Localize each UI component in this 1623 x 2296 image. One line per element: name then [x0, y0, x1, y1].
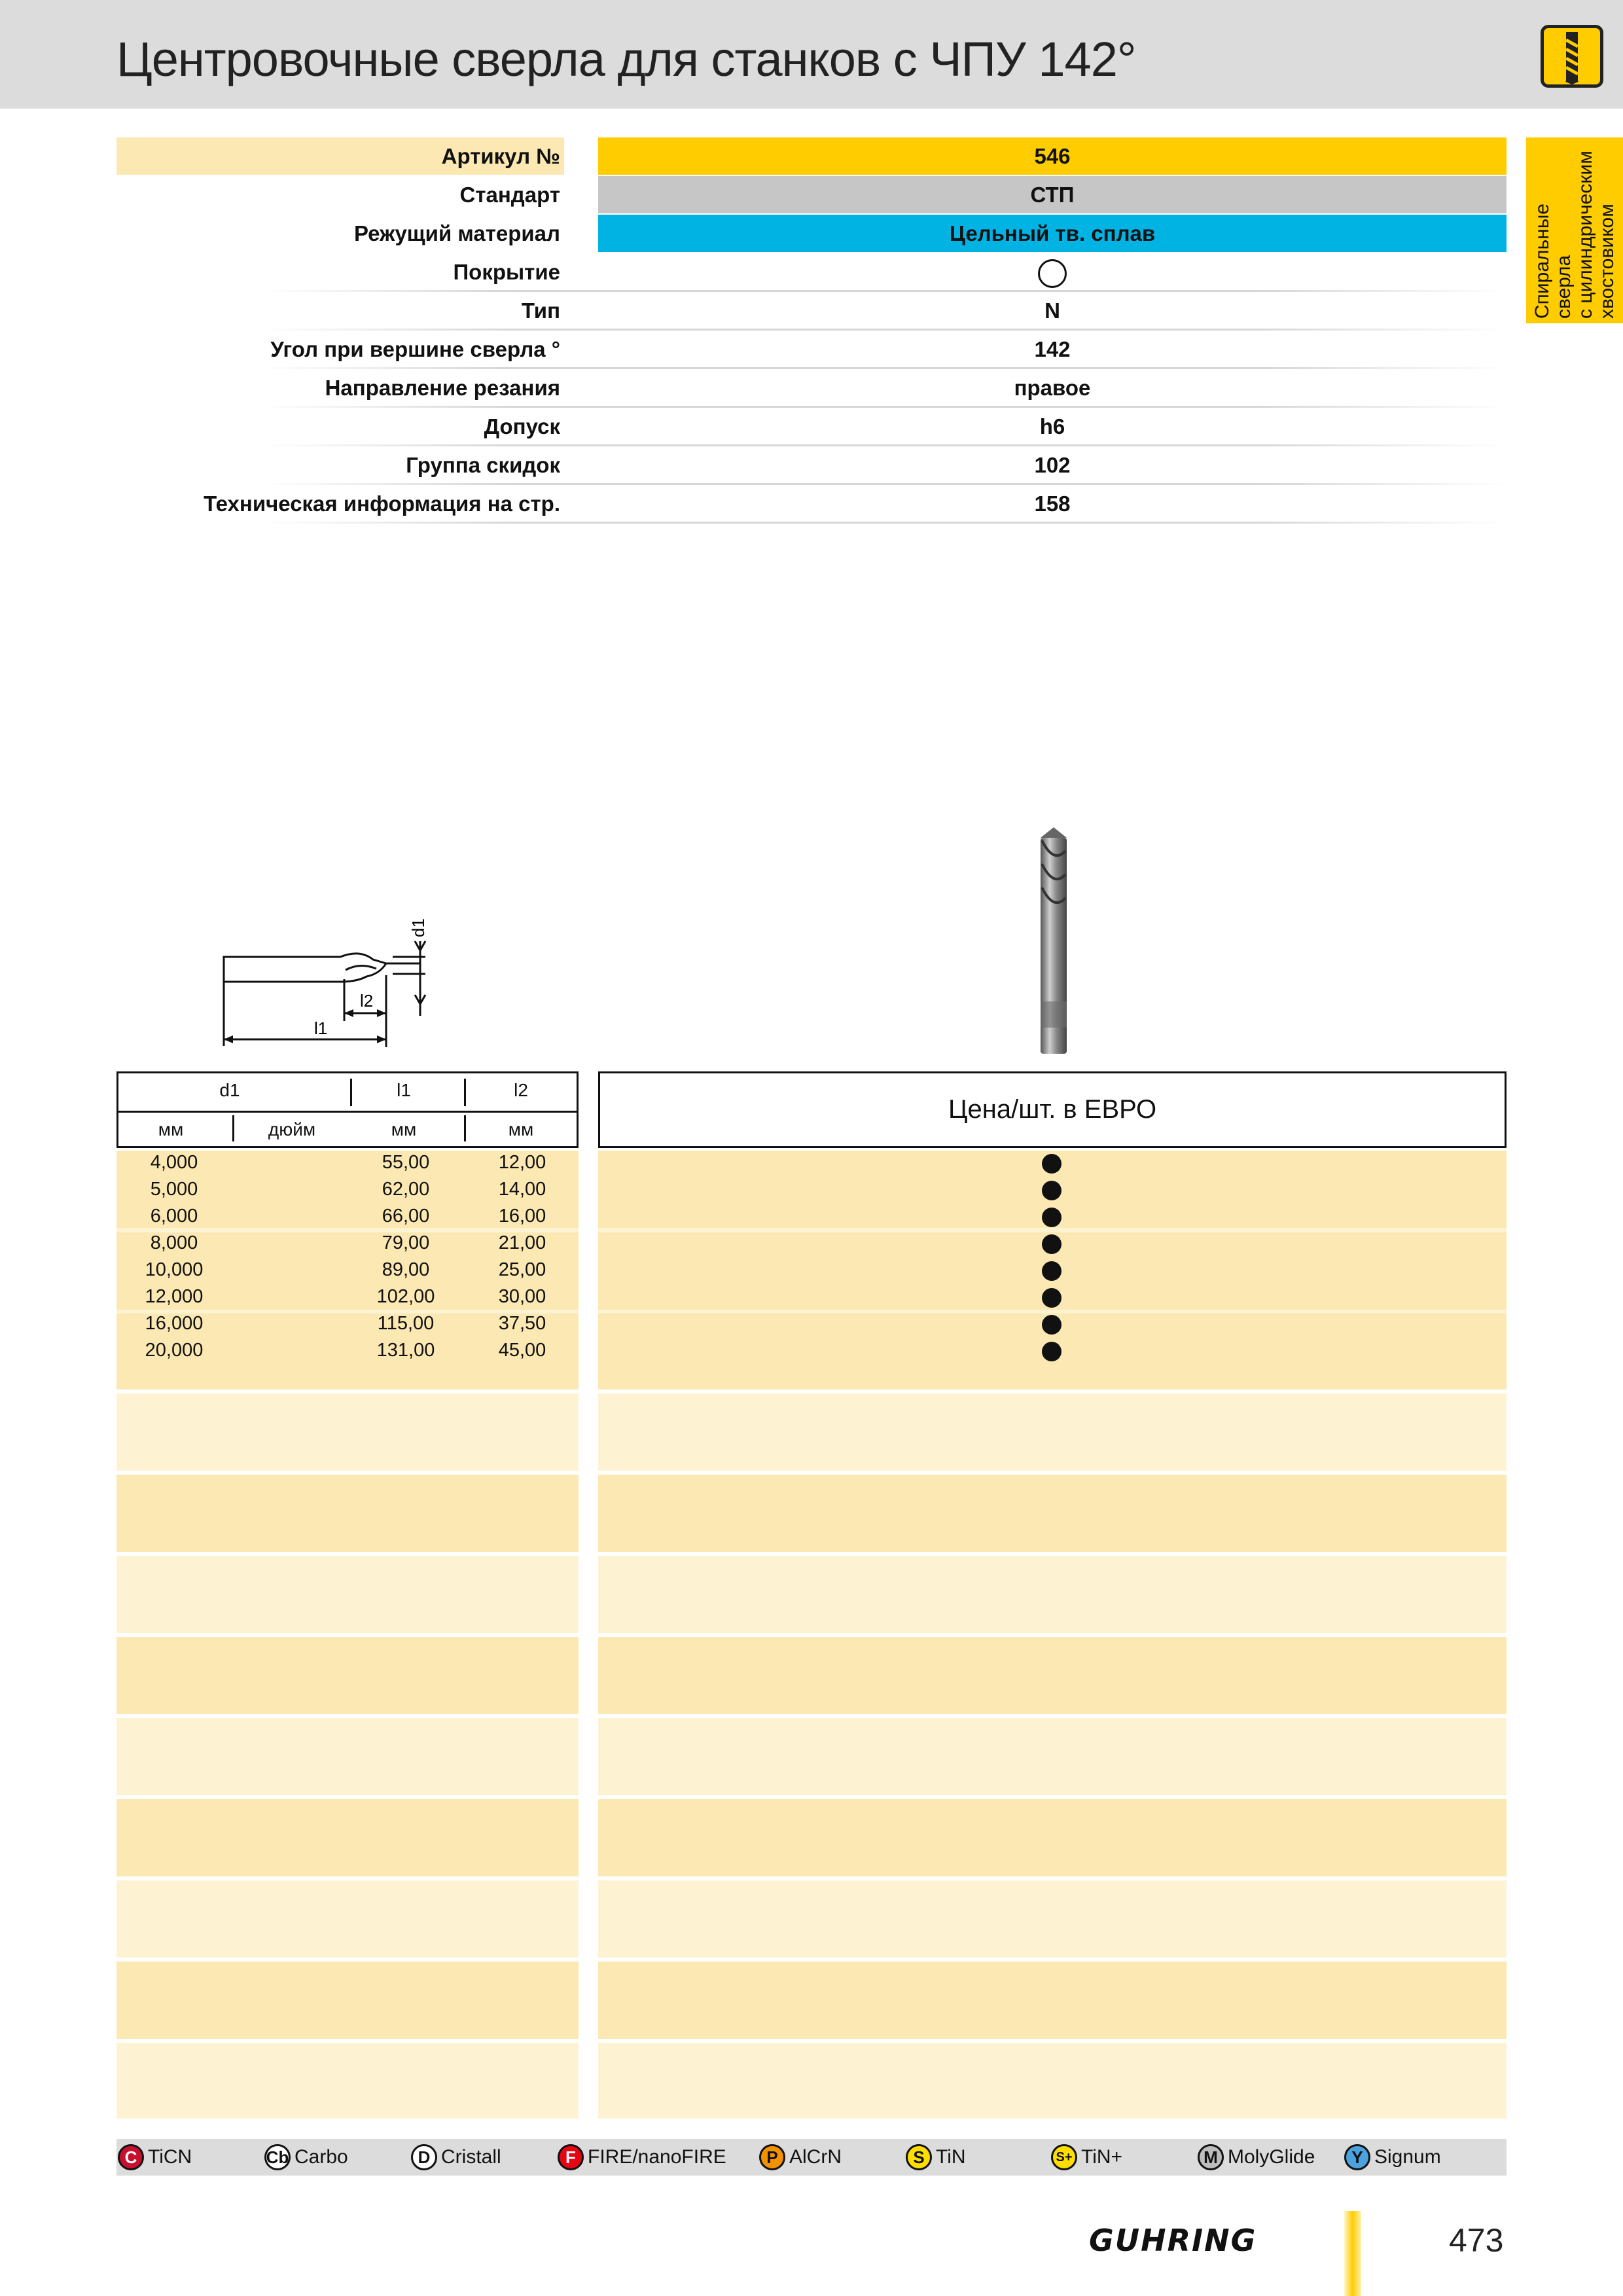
spec-value-tolerance: h6: [1039, 414, 1065, 439]
cell-l2: 14,00: [498, 1179, 546, 1200]
legend-item: [1051, 2139, 1122, 2176]
spec-label: Техническая информация на стр.: [204, 492, 560, 516]
table-band: [598, 1880, 1507, 1958]
footer-accent-strip: [1344, 2211, 1361, 2296]
legend-label: TiCN: [148, 2146, 192, 2168]
cell-l1: 115,00: [377, 1313, 435, 1334]
cell-l2: 30,00: [498, 1286, 546, 1307]
spec-label: Артикул №: [116, 137, 564, 175]
cell-d1-mm: 12,000: [145, 1286, 204, 1307]
divider: [232, 1115, 234, 1141]
table-band: [116, 1393, 579, 1471]
table-band: [598, 1228, 1507, 1232]
availability-dot: [1042, 1154, 1061, 1174]
cell-l1: 62,00: [382, 1179, 430, 1200]
cell-d1-mm: 8,000: [150, 1232, 198, 1253]
cell-l1: 131,00: [376, 1340, 435, 1361]
unit-inch: дюйм: [268, 1119, 316, 1139]
availability-dot: [1042, 1288, 1061, 1308]
legend-label: AlCrN: [789, 2146, 842, 2168]
l1-dimension-label: l1: [314, 1018, 328, 1038]
spec-label: Угол при вершине сверла °: [270, 337, 560, 361]
cell-l1: 79,00: [382, 1232, 430, 1253]
table-band: [116, 1962, 579, 2039]
coating-d-icon: D: [411, 2144, 437, 2170]
drill-dimension-drawing: [196, 916, 497, 1067]
cell-l2: 21,00: [498, 1232, 546, 1253]
table-band: [116, 1718, 579, 1795]
cell-l2: 12,00: [498, 1152, 546, 1173]
table-band: [116, 2043, 579, 2119]
cell-l2: 37,50: [498, 1313, 546, 1334]
legend-label: TiN: [936, 2146, 966, 2168]
coating-c-icon: C: [118, 2144, 144, 2170]
column-header-l2: l2: [514, 1080, 528, 1100]
spec-label: Направление резания: [325, 376, 560, 400]
availability-dot: [1042, 1208, 1061, 1227]
cell-d1-mm: 20,000: [145, 1340, 204, 1361]
table-band: [598, 1556, 1507, 1633]
table-band: [598, 2043, 1507, 2119]
unit-mm: мм: [508, 1119, 534, 1139]
table-band: [116, 1799, 579, 1876]
page-title: Центровочные сверла для станков с ЧПУ 142°: [116, 32, 1136, 86]
l2-dimension-label: l2: [360, 991, 374, 1011]
cell-l1: 102,00: [376, 1286, 435, 1307]
spec-value-coating: [598, 253, 1507, 291]
column-header-d1: d1: [219, 1080, 240, 1100]
cell-l2: 45,00: [498, 1340, 546, 1361]
table-band: [116, 1228, 579, 1232]
cell-l1: 66,00: [382, 1206, 430, 1227]
coating-s-plus-icon: S+: [1051, 2144, 1077, 2170]
availability-dot: [1042, 1342, 1061, 1361]
spec-label: Группа скидок: [406, 453, 560, 477]
divider: [464, 1079, 466, 1106]
availability-dot: [1042, 1261, 1061, 1281]
cell-l2: 25,00: [498, 1259, 546, 1280]
side-category-tab[interactable]: [1526, 137, 1623, 323]
dimensions-header: [116, 1071, 579, 1148]
spec-value-direction: правое: [1014, 376, 1091, 400]
brand-logo: GUHRING: [1089, 2223, 1257, 2258]
coating-cb-icon: Cb: [264, 2144, 291, 2170]
legend-label: TiN+: [1081, 2146, 1123, 2168]
empty-circle-icon: [1038, 259, 1067, 288]
unit-mm: мм: [391, 1119, 417, 1139]
legend-item: [906, 2139, 966, 2176]
side-tab-label: [1531, 142, 1618, 319]
cell-l2: 16,00: [498, 1206, 546, 1227]
table-band: [598, 1475, 1507, 1552]
table-band: [116, 1475, 579, 1552]
coating-m-icon: M: [1198, 2144, 1224, 2170]
side-tab-line: с цилиндрическим: [1575, 151, 1596, 319]
column-header-l1: l1: [397, 1080, 411, 1100]
spec-value-standard: СТП: [598, 176, 1507, 213]
legend-item: [1344, 2139, 1441, 2176]
table-band: [598, 1718, 1507, 1795]
legend-item: [118, 2139, 192, 2176]
legend-item: [1198, 2139, 1315, 2176]
spec-value-tech-page[interactable]: 158: [1034, 492, 1071, 516]
cell-l1: 55,00: [382, 1152, 430, 1173]
table-band: [116, 1556, 579, 1633]
legend-item: [759, 2139, 842, 2176]
table-band: [116, 1880, 579, 1958]
legend-label: FIRE/nanoFIRE: [588, 2146, 726, 2168]
availability-dot: [1042, 1315, 1061, 1335]
legend-label: MolyGlide: [1228, 2146, 1315, 2168]
legend-label: Cristall: [441, 2146, 501, 2168]
spec-value-discount-group: 102: [1034, 453, 1071, 477]
price-header-label: Цена/шт. в ЕВРО: [948, 1095, 1157, 1124]
cell-d1-mm: 4,000: [150, 1152, 198, 1173]
spec-label: Допуск: [484, 414, 560, 439]
legend-label: Carbo: [294, 2146, 348, 2168]
price-header: [598, 1071, 1507, 1148]
side-tab-line: хвостовиком: [1596, 204, 1618, 319]
table-band: [598, 1637, 1507, 1714]
divider: [118, 1111, 577, 1113]
page-number: 473: [1449, 2222, 1504, 2259]
cell-d1-mm: 5,000: [150, 1179, 198, 1200]
legend-item: [558, 2139, 726, 2176]
side-tab-line: Спиральные сверла: [1531, 204, 1575, 319]
spec-value-material: Цельный тв. сплав: [598, 215, 1507, 252]
table-band: [598, 1799, 1507, 1876]
availability-dot: [1042, 1234, 1061, 1254]
drill-bit-icon: [1541, 25, 1603, 88]
cell-l1: 89,00: [382, 1259, 430, 1280]
coating-y-icon: Y: [1344, 2144, 1370, 2170]
legend-item: [264, 2139, 348, 2176]
divider: [350, 1079, 352, 1106]
unit-mm: мм: [158, 1119, 184, 1139]
drill-product-image: [1027, 825, 1080, 1058]
coating-p-icon: P: [759, 2144, 785, 2170]
table-band: [116, 1637, 579, 1714]
coating-legend: [116, 2139, 1507, 2176]
spec-label: Режущий материал: [353, 221, 560, 245]
d1-dimension-label: d1: [408, 918, 428, 937]
cell-d1-mm: 10,000: [145, 1259, 204, 1280]
cell-d1-mm: 16,000: [145, 1313, 204, 1334]
coating-s-icon: S: [906, 2144, 932, 2170]
availability-dot: [1042, 1181, 1061, 1200]
spec-label: Покрытие: [453, 260, 560, 284]
spec-value-type: N: [1044, 298, 1060, 323]
divider: [262, 522, 1507, 524]
divider: [464, 1115, 466, 1141]
table-band: [598, 1962, 1507, 2039]
spec-value-article: 546: [598, 137, 1507, 175]
cell-d1-mm: 6,000: [150, 1206, 198, 1227]
spec-label: Тип: [521, 298, 560, 323]
table-band: [598, 1393, 1507, 1471]
legend-label: Signum: [1374, 2146, 1441, 2168]
spec-label: Стандарт: [459, 183, 560, 207]
coating-f-icon: F: [558, 2144, 584, 2170]
legend-item: [411, 2139, 501, 2176]
spec-value-angle: 142: [1034, 337, 1071, 361]
